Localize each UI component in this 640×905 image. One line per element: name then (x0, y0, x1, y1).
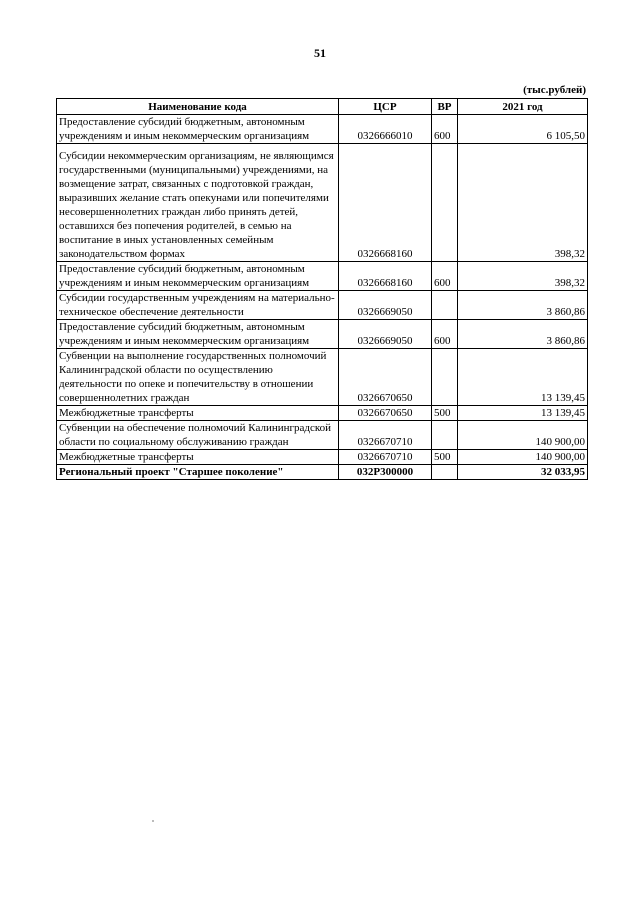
units-label: (тыс.рублей) (523, 84, 586, 96)
header-year: 2021 год (458, 99, 588, 115)
header-name: Наименование кода (57, 99, 339, 115)
row-amount: 13 139,45 (458, 349, 588, 406)
budget-table (56, 98, 588, 480)
row-csr: 0326668160 (339, 144, 432, 262)
row-vr: 600 (432, 262, 458, 291)
header-vr: ВР (432, 99, 458, 115)
table-row (57, 450, 588, 465)
table-row (57, 291, 588, 320)
row-name: Межбюджетные трансферты (57, 450, 339, 465)
table-row (57, 115, 588, 144)
row-csr: 032P300000 (339, 465, 432, 480)
row-csr: 0326670710 (339, 421, 432, 450)
scan-speck (152, 820, 154, 822)
page-number: 51 (314, 46, 326, 60)
row-csr: 0326670650 (339, 349, 432, 406)
row-name: Субсидии некоммерческим организациям, не являющимся государственными (муниципальными) учреждениями, на возмещение затрат, связанных с подготовкой граждан, выразивших желание стать опекунами или попечителями несовершеннолетних граждан либо принять детей, оставшихся без попечения родителей, в семью на воспитание в иных установленных семейным законодательством формах (57, 144, 339, 262)
row-csr: 0326669050 (339, 291, 432, 320)
table-row (57, 465, 588, 480)
row-csr: 0326670650 (339, 406, 432, 421)
row-amount: 3 860,86 (458, 320, 588, 349)
table-row (57, 406, 588, 421)
row-vr (432, 291, 458, 320)
row-csr: 0326670710 (339, 450, 432, 465)
row-name: Предоставление субсидий бюджетным, автономным учреждениям и иным некоммерческим организациям (57, 320, 339, 349)
row-vr: 600 (432, 115, 458, 144)
row-csr: 0326668160 (339, 262, 432, 291)
row-amount: 6 105,50 (458, 115, 588, 144)
header-csr: ЦСР (339, 99, 432, 115)
row-csr: 0326669050 (339, 320, 432, 349)
row-vr: 600 (432, 320, 458, 349)
row-amount: 13 139,45 (458, 406, 588, 421)
row-name: Субсидии государственным учреждениям на материально-техническое обеспечение деятельности (57, 291, 339, 320)
row-csr: 0326666010 (339, 115, 432, 144)
table-row (57, 262, 588, 291)
row-vr (432, 349, 458, 406)
table-row (57, 421, 588, 450)
row-vr (432, 421, 458, 450)
row-vr (432, 465, 458, 480)
row-amount: 398,32 (458, 262, 588, 291)
row-vr (432, 144, 458, 262)
row-name: Субвенции на выполнение государственных полномочий Калининградской области по осуществлению деятельности по опеке и попечительству в отношении совершеннолетних граждан (57, 349, 339, 406)
table-row (57, 144, 588, 262)
row-amount: 3 860,86 (458, 291, 588, 320)
row-name: Межбюджетные трансферты (57, 406, 339, 421)
row-vr: 500 (432, 450, 458, 465)
row-name: Субвенции на обеспечение полномочий Калининградской области по социальному обслуживанию граждан (57, 421, 339, 450)
row-vr: 500 (432, 406, 458, 421)
row-name: Региональный проект "Старшее поколение" (57, 465, 339, 480)
row-name: Предоставление субсидий бюджетным, автономным учреждениям и иным некоммерческим организациям (57, 115, 339, 144)
row-amount: 140 900,00 (458, 450, 588, 465)
row-name: Предоставление субсидий бюджетным, автономным учреждениям и иным некоммерческим организациям (57, 262, 339, 291)
table-row (57, 320, 588, 349)
row-amount: 140 900,00 (458, 421, 588, 450)
row-amount: 32 033,95 (458, 465, 588, 480)
table-row (57, 349, 588, 406)
table-header-row (57, 99, 588, 115)
row-amount: 398,32 (458, 144, 588, 262)
